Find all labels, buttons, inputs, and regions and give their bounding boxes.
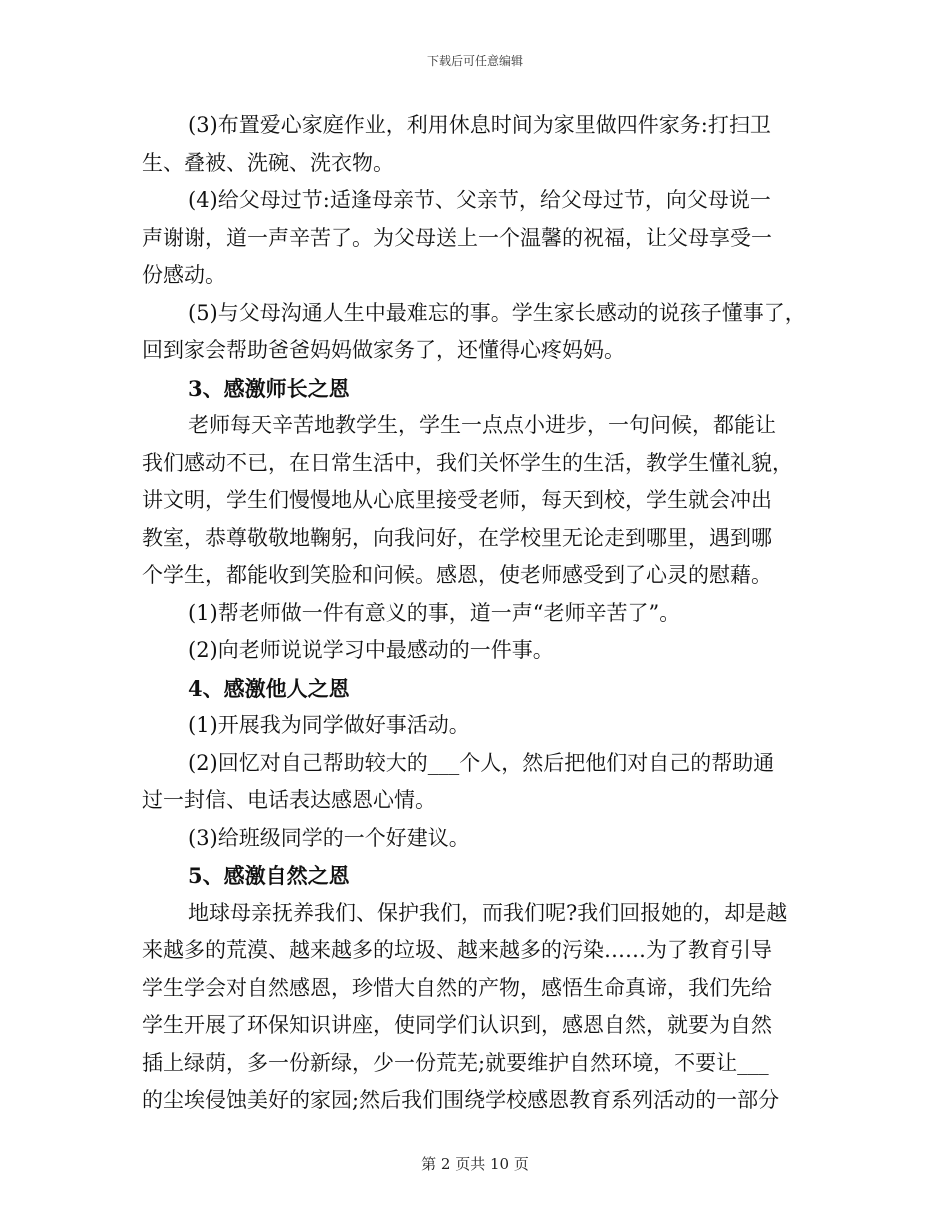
text-line: 学生学会对自然感恩，珍惜大自然的产物，感悟生命真谛，我们先给 <box>142 975 772 1000</box>
text-line: 来越多的荒漠、越来越多的垃圾、越来越多的污染……为了教育引导 <box>142 938 772 962</box>
paragraph-others-task-1: (1)开展我为同学做好事活动。 <box>188 713 470 737</box>
document-body <box>142 107 832 1120</box>
paragraph-communicate <box>142 295 832 370</box>
paragraph-homework <box>142 107 832 182</box>
text-line: 声谢谢，道一声辛苦了。为父母送上一个温馨的祝福，让父母享受一 <box>142 225 772 250</box>
paragraph-nature <box>142 895 832 1120</box>
text-line: 老师每天辛苦地教学生，学生一点点小进步，一句问候，都能让 <box>188 413 776 437</box>
text-line: 生、叠被、洗碗、洗衣物。 <box>142 150 394 175</box>
text-line: 份感动。 <box>142 263 226 287</box>
text-line: 过一封信、电话表达感恩心情。 <box>142 788 436 812</box>
text-line: 讲文明，学生们慢慢地从心底里接受老师，每天到校，学生就会冲出 <box>142 488 772 512</box>
section-heading-nature: 5、感激自然之恩 <box>188 863 350 888</box>
paragraph-teacher-task-2: (2)向老师说说学习中最感动的一件事。 <box>188 638 554 662</box>
text-line: (3)布置爱心家庭作业，利用休息时间为家里做四件家务:打扫卫 <box>188 113 771 137</box>
paragraph-parents-day <box>142 182 832 295</box>
paragraph-teacher-task-1: (1)帮老师做一件有意义的事，道一声“老师辛苦了”。 <box>188 600 681 625</box>
text-line: 我们感动不已，在日常生活中，我们关怀学生的生活，教学生懂礼貌， <box>142 450 793 475</box>
section-heading-teachers: 3、感激师长之恩 <box>188 375 350 401</box>
text-line: 地球母亲抚养我们、保护我们，而我们呢?我们回报她的，却是越 <box>188 900 788 925</box>
paragraph-others-task-2 <box>142 745 832 820</box>
text-line: 学生开展了环保知识讲座，使同学们认识到，感恩自然，就要为自然 <box>142 1013 772 1037</box>
text-line: 的尘埃侵蚀美好的家园;然后我们围绕学校感恩教育系列活动的一部分 <box>142 1088 780 1112</box>
text-line: (5)与父母沟通人生中最难忘的事。学生家长感动的说孩子懂事了， <box>188 300 806 325</box>
page-header: 下载后可任意编辑 <box>426 54 523 68</box>
text-line: (2)回忆对自己帮助较大的___个人，然后把他们对自己的帮助通 <box>188 750 775 775</box>
text-line: 回到家会帮助爸爸妈妈做家务了，还懂得心疼妈妈。 <box>142 338 625 362</box>
page-footer: 第 2 页共 10 页 <box>421 1155 529 1173</box>
text-line: 教室，恭尊敬敬地鞠躬，向我问好，在学校里无论走到哪里，遇到哪 <box>142 525 772 550</box>
paragraph-teachers <box>142 407 832 595</box>
text-line: (4)给父母过节:适逢母亲节、父亲节，给父母过节，向父母说一 <box>188 188 771 212</box>
paragraph-others-task-3: (3)给班级同学的一个好建议。 <box>188 825 470 850</box>
text-line: 插上绿荫，多一份新绿，少一份荒芜;就要维护自然环境，不要让___ <box>142 1050 769 1075</box>
section-heading-others: 4、感激他人之恩 <box>188 675 350 701</box>
text-line: 个学生，都能收到笑脸和问候。感恩，使老师感受到了心灵的慰藉。 <box>142 563 772 587</box>
